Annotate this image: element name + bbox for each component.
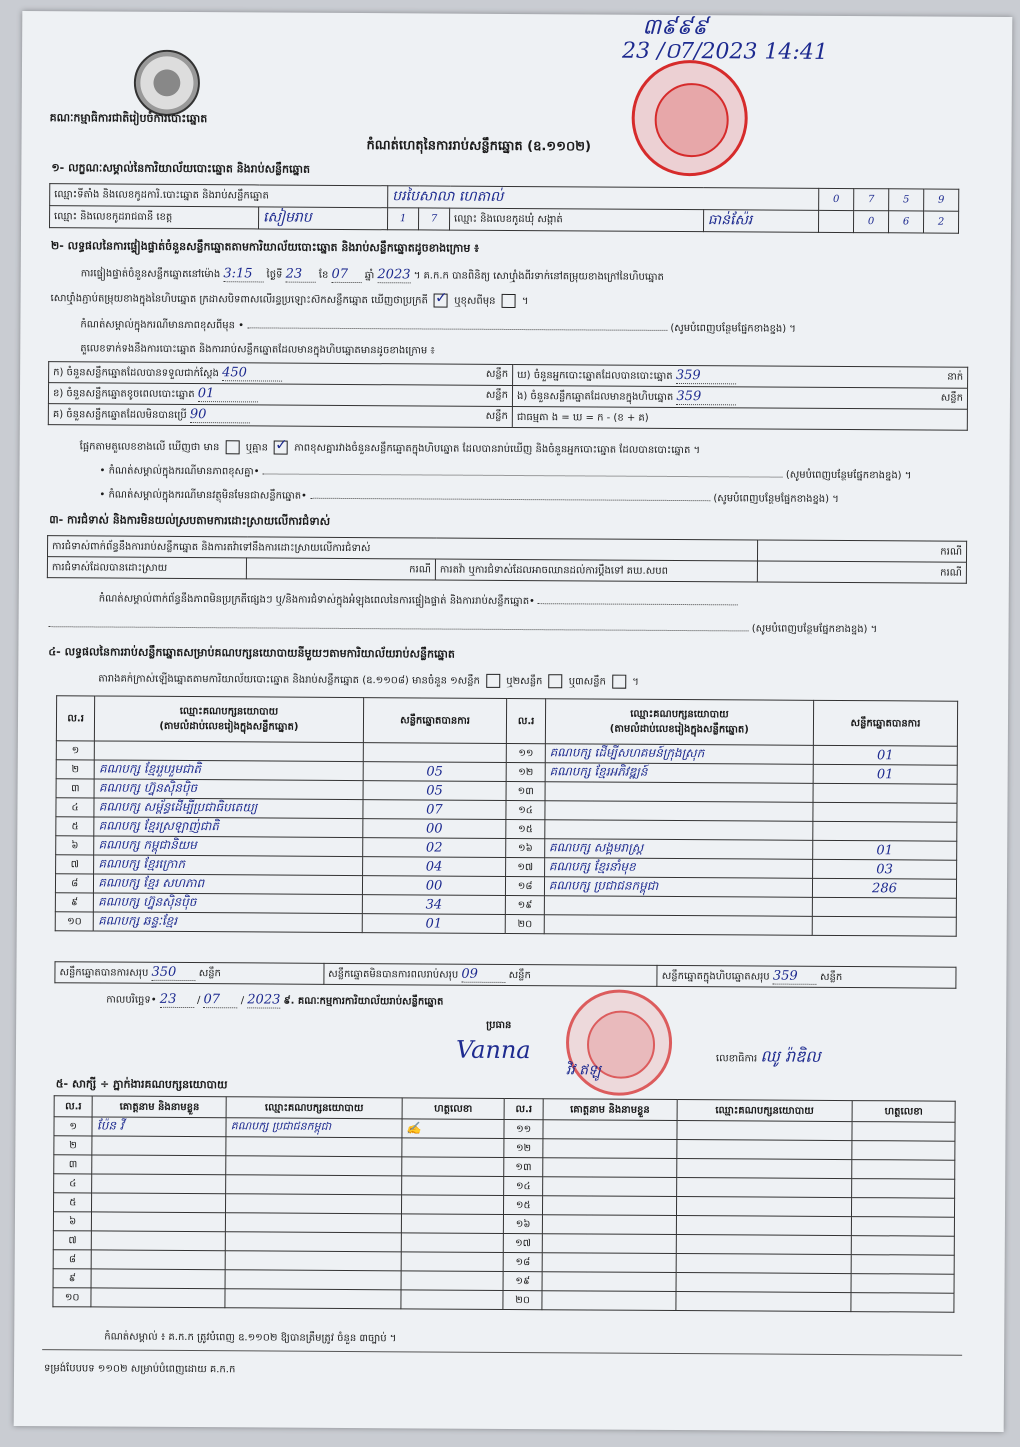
figure-b-unit: សន្លឹក <box>485 389 509 401</box>
section4-title: ៤- លទ្ធផលនៃការរាប់សន្លឹកឆ្នោតសម្រាប់គណបក្សនយោបាយនីមួយៗតាមការិយាល័យរាប់សន្លឹកឆ្នោត <box>48 645 455 661</box>
difference-note-fill: (សូមបំពេញបន្ថែមផ្នែកខាងខ្នង) ។ <box>670 322 796 335</box>
result-party: គណបក្ស សង្គមរាស្ត្រ <box>544 839 812 860</box>
results-table <box>55 695 958 937</box>
witness-signature <box>852 1122 955 1142</box>
verification-tail: ។ គ.ក.ក បានពិនិត្យ សោឬ៉ាំងពីរទាក់នៅតម្រុយខាងក្រៅនៃហិបឆ្នោត <box>413 270 664 283</box>
check-post: ភាពខុសគ្នារវាងចំនួនសន្លឹកឆ្នោតក្នុងហិបឆ្នោត ដែលបានរាប់ឃើញ និងចំនួនអ្នកបោះឆ្នោត ដែលបានបោះឆ្នោត ។ <box>294 442 701 457</box>
witness-name <box>543 1158 677 1178</box>
witness-no: ១៩ <box>503 1271 542 1290</box>
witness-party <box>676 1254 852 1274</box>
bullet1-dots <box>263 473 783 477</box>
witness-party <box>676 1159 852 1179</box>
witness-party <box>676 1235 852 1255</box>
result-party: គណបក្ស ប្រជាជនកម្ពុជា <box>544 877 812 898</box>
witness-party <box>226 1213 402 1233</box>
witness-table <box>52 1095 955 1313</box>
witness-col-party-left: ឈ្មោះគណបក្សនយោបាយ <box>226 1097 402 1119</box>
receipt-number: ៣៩៩៩ <box>642 14 708 41</box>
figure-e-unit: សន្លឹក <box>940 392 964 404</box>
witness-no: ១៥ <box>504 1195 543 1214</box>
month-label: ខែ <box>318 269 329 281</box>
figure-e-value: 359 <box>676 389 736 405</box>
figure-d <box>513 364 968 388</box>
witness-signature <box>852 1217 955 1237</box>
witness-no: ១៨ <box>504 1252 543 1271</box>
witness-name <box>542 1215 676 1235</box>
witness-name <box>542 1253 676 1273</box>
seal-line: សោឬ៉ាំងភ្ជាប់តម្រុយខាងក្នុងនៃហិបឆ្នោត ក្រដាសបិទពាសលើរន្ធប្រឡោះស៊កសន្លឹកឆ្នោត ឃើញថាប្រក្រតី ✓ ឬខុសពីមុន ។ <box>51 291 529 309</box>
result-party: គណបក្ស ខ្មែរក្រោក <box>94 855 362 876</box>
form-note: ទម្រង់បែបបទ ១១០២ សម្រាប់បំពេញដោយ គ.ក.ក <box>44 1363 236 1376</box>
commune-value-text: ធាន់ស៉ែរ <box>707 212 753 229</box>
result-votes: 05 <box>363 781 507 801</box>
result-no: ៨ <box>55 874 93 893</box>
result-no: ១៦ <box>506 838 544 857</box>
footer-divider <box>42 1349 962 1356</box>
result-party: គណបក្ស ហ្វ៊ុនស៊ិនប៉ិច <box>94 893 362 914</box>
totals-table <box>54 961 956 989</box>
commune-value <box>703 210 818 233</box>
emblem-icon <box>134 50 200 116</box>
attachment-line: តារាងគក់ក្រាស់ឡើងឆ្នោតតាមការិយាល័យបោះឆ្នោត និងរាប់សន្លឹកឆ្នោត (ឧ.១១០៨) មានចំនួន ១សន្លឹក ឬ២សន្លឹក ឬ៣សន្លឹក ។ <box>98 673 639 688</box>
result-votes <box>813 821 957 841</box>
objection-note-dots <box>538 603 738 605</box>
form-title: កំណត់ហេតុនៃការរាប់សន្លឹកឆ្នោត (ឧ.១១០២) <box>366 138 592 155</box>
result-votes: 01 <box>362 914 506 934</box>
objection-row2-cases: ករណី <box>246 558 435 580</box>
result-votes <box>363 743 507 763</box>
witness-no: ៤ <box>54 1174 93 1193</box>
commune-code-2: 6 <box>888 211 923 233</box>
result-party: គណបក្ស សម្ព័ន្ធដើម្បីប្រជាធិបតេយ្យ <box>94 798 362 819</box>
witness-no: ៥ <box>53 1193 92 1212</box>
verification-line <box>81 265 961 286</box>
objection-table <box>47 535 967 584</box>
result-votes: 02 <box>362 838 506 858</box>
witness-no: ១០ <box>53 1288 92 1307</box>
result-no: ៥ <box>56 817 94 836</box>
section1-title: ១- លក្ខណៈសម្គាល់នៃការិយាល័យបោះឆ្នោត និងរាប់សន្លឹកឆ្នោត <box>51 161 311 176</box>
figure-e-label: ង) ចំនួនសន្លឹកឆ្នោតដែលមានក្នុងហិបឆ្នោត <box>516 391 674 403</box>
difference-note-dots <box>247 327 667 331</box>
result-no: ៣ <box>56 779 94 798</box>
result-party: គណបក្ស ខ្មែរ សហភាព <box>94 874 362 895</box>
witness-name <box>542 1291 676 1311</box>
result-votes <box>813 802 957 822</box>
witness-signature <box>852 1141 955 1161</box>
result-no: ១៩ <box>506 895 544 914</box>
form-sheet <box>14 11 1013 1432</box>
result-party: គណបក្ស ខ្មែររួបរួមជាតិ <box>94 760 362 781</box>
witness-no: ១៣ <box>504 1157 543 1176</box>
objection-note-label: កំណត់សម្គាល់ពាក់ព័ន្ធនឹងភាពមិនប្រក្រតីផ្សេងៗ ឬ/និងការជំទាស់ក្នុងអំឡុងពេលនៃការផ្ទៀងផ្ទាត់ និងការរាប់សន្លឹកឆ្នោត• <box>98 593 536 608</box>
section2-title: ២- លទ្ធផលនៃការផ្ទៀងផ្ទាត់ចំនួនសន្លឹកឆ្នោតតាមការិយាល័យបោះឆ្នោត និងរាប់សន្លឹកឆ្នោតដូចខាងក្រោម ៖ <box>50 239 480 255</box>
figure-c <box>48 404 512 428</box>
province-value <box>259 207 388 230</box>
date-label: កាលបរិច្ឆេទ• <box>106 994 157 1006</box>
figure-c-value: 90 <box>190 407 250 423</box>
witness-col-name-left: គោត្តនាម និងនាមខ្លួន <box>92 1096 226 1118</box>
date-day: 23 <box>160 992 194 1008</box>
witness-party <box>225 1289 401 1309</box>
witness-party <box>226 1232 402 1252</box>
difference-check-line <box>80 439 960 459</box>
witness-no: ២ <box>54 1136 93 1155</box>
result-no: ២០ <box>506 914 544 933</box>
chair-signature: Vanna <box>455 1035 531 1065</box>
result-no: ២ <box>56 760 94 779</box>
check-pre: ផ្អែកតាមតួលេខខាងលើ ឃើញថា មាន <box>79 441 220 454</box>
witness-name <box>542 1234 676 1254</box>
witness-party <box>676 1197 852 1217</box>
witness-no: ១៦ <box>504 1214 543 1233</box>
normal-checkbox[interactable] <box>434 294 448 308</box>
chair-name: វិវ ឥឡូ <box>565 1062 601 1079</box>
witness-signature <box>401 1271 504 1291</box>
result-party <box>544 915 812 936</box>
witness-party <box>676 1292 852 1312</box>
total-box <box>657 965 956 988</box>
witness-no: ៧ <box>53 1231 92 1250</box>
witness-name <box>543 1120 677 1140</box>
check-mid: ឬគ្មាន <box>245 442 268 454</box>
witness-col-party-right: ឈ្មោះគណបក្សនយោបាយ <box>677 1100 853 1122</box>
date-line: កាលបរិច្ឆេទ• 23 / 07 / 2023 ៩. គណៈកម្មការការិយាល័យរាប់សន្លឹកឆ្នោត <box>106 991 444 1008</box>
results-col-party-right-title: ឈ្មោះគណបក្សនយោបាយ <box>630 708 729 721</box>
witness-name <box>92 1212 226 1232</box>
result-no: ៦ <box>56 836 94 855</box>
total-invalid <box>324 963 658 986</box>
total-box-unit: សន្លឹក <box>820 971 843 984</box>
figure-b-value: 01 <box>198 386 258 402</box>
month-value: 07 <box>331 267 361 283</box>
figure-b <box>48 383 512 407</box>
objection-row1-cases: ករណី <box>757 540 966 562</box>
witness-party: គណបក្ស ប្រជាជនកម្ពុជា <box>226 1118 402 1138</box>
witness-party <box>225 1251 401 1271</box>
witness-name <box>92 1155 226 1175</box>
has-difference-checkbox[interactable] <box>225 440 239 454</box>
results-col-party-left-title: ឈ្មោះគណបក្សនយោបាយ <box>179 705 279 718</box>
result-votes: 01 <box>813 745 957 765</box>
result-no: ១ <box>56 741 94 760</box>
witness-signature: ✍ <box>402 1119 505 1139</box>
result-votes <box>812 897 956 917</box>
witness-party <box>677 1121 853 1141</box>
witness-party <box>676 1178 852 1198</box>
objection-note-dots2 <box>49 626 749 631</box>
witness-col-no-right: ល.រ <box>505 1098 544 1119</box>
commune-code-3: 2 <box>923 211 958 233</box>
result-no: ១០ <box>55 912 93 931</box>
result-party: គណបក្ស ខ្មែរនាំមុខ <box>544 858 812 879</box>
secretary-name: ឈូ រ៉ាឌិល <box>760 1046 821 1066</box>
witness-col-sign-right: ហត្ថលេខា <box>852 1101 955 1123</box>
results-col-votes-left: សន្លឹកឆ្នោតបានការ <box>363 698 507 744</box>
result-votes: 04 <box>362 857 506 877</box>
total-invalid-label: សន្លឹកឆ្នោតមិនបានការពលរាប់សរុប <box>328 968 459 981</box>
result-no: ១២ <box>507 762 545 781</box>
result-no: ១៤ <box>506 800 544 819</box>
result-votes: 34 <box>362 895 506 915</box>
result-votes: 00 <box>362 876 506 896</box>
witness-signature <box>401 1290 504 1310</box>
witness-name <box>542 1272 676 1292</box>
result-party <box>545 801 813 822</box>
two-sheet-checkbox[interactable] <box>549 674 563 688</box>
official-stamp <box>631 60 748 177</box>
station-code-2: 7 <box>854 189 889 211</box>
witness-signature <box>852 1160 955 1180</box>
result-votes: 07 <box>362 800 506 820</box>
witness-no: ១៧ <box>504 1233 543 1252</box>
witness-no: ១៤ <box>504 1176 543 1195</box>
result-no: ១៧ <box>506 857 544 876</box>
year-value: 2023 <box>377 267 411 283</box>
witness-col-name-right: គោត្តនាម និងនាមខ្លួន <box>543 1099 677 1121</box>
result-no: ៧ <box>56 855 94 874</box>
total-invalid-unit: សន្លឹក <box>508 969 531 982</box>
witness-no: ៦ <box>53 1212 92 1231</box>
result-party: គណបក្ស ហ្វ៊ុនស៊ិនប៉ិច <box>94 779 362 800</box>
total-valid <box>55 962 324 985</box>
witness-no: ៨ <box>53 1250 92 1269</box>
attachment-text: តារាងគក់ក្រាស់ឡើងឆ្នោតតាមការិយាល័យបោះឆ្នោត និងរាប់សន្លឹកឆ្នោត (ឧ.១១០៨) មានចំនួន ១សន្លឹក <box>98 673 480 687</box>
witness-signature <box>401 1252 504 1272</box>
total-box-value: 359 <box>773 969 817 985</box>
figure-d-value: 359 <box>676 368 736 384</box>
figure-c-label: គ) ចំនួនសន្លឹកឆ្នោតដែលមិនបានប្រើ <box>52 409 187 422</box>
witness-party <box>677 1140 853 1160</box>
section3-title: ៣- ការជំទាស់ និងការមិនយល់ស្របតាមការដោះស្រាយលើការជំទាស់ <box>49 513 331 528</box>
bullet2-line <box>99 487 959 507</box>
result-no: ៩ <box>55 893 93 912</box>
witness-no: ១២ <box>504 1138 543 1157</box>
two-sheet-label: ឬ២សន្លឹក <box>506 675 543 688</box>
witness-signature <box>852 1179 955 1199</box>
result-votes <box>812 916 956 936</box>
result-party: គណបក្ស ខ្មែរអភិវឌ្ឍន៍ <box>545 763 813 784</box>
witness-name <box>543 1139 677 1159</box>
bullet1-line <box>99 463 959 483</box>
section5-title: ៥- សាក្សី ÷ ភ្នាក់ងារគណបក្សនយោបាយ <box>55 1077 228 1092</box>
witness-signature <box>852 1198 955 1218</box>
changed-checkbox[interactable] <box>502 294 516 308</box>
figure-b-label: ខ) ចំនួនសន្លឹកឆ្នោតខូចពេលបោះឆ្នោត <box>52 388 195 401</box>
witness-no: ១១ <box>504 1119 543 1138</box>
day-label: ថ្ងៃទី <box>266 269 283 281</box>
station-value-text: បរបៃសាលា ហេតាល់ <box>392 188 504 205</box>
witness-no: ១ <box>54 1117 93 1136</box>
results-col-party-left-sub: (តាមលំដាប់លេខរៀងក្នុងសន្លឹកឆ្នោត) <box>159 720 299 733</box>
witness-signature <box>851 1236 954 1256</box>
witness-signature <box>401 1214 504 1234</box>
footnote: កំណត់សម្គាល់ ៖ គ.ក.ក ត្រូវបំពេញ ឧ.១១០២ ឱ្យបានត្រឹមត្រូវ ចំនួន ៣ច្បាប់ ។ <box>104 1331 397 1345</box>
one-sheet-checkbox[interactable] <box>486 674 500 688</box>
total-box-label: សន្លឹកឆ្នោតក្នុងហិបឆ្នោតសរុប <box>661 970 770 983</box>
total-valid-value: 350 <box>151 965 195 981</box>
witness-signature <box>401 1176 504 1196</box>
result-no: ១៨ <box>506 876 544 895</box>
figures-intro: តួលេខទាក់ទងនឹងការបោះឆ្នោត និងការរាប់សន្លឹកឆ្នោតដែលមានក្នុងហិបឆ្នោតមានដូចខាងក្រោម ៖ <box>80 343 435 357</box>
bullet1-label: • កំណត់សម្គាល់ក្នុងករណីមានភាពខុសគ្នា• <box>99 465 260 478</box>
signer-committee: ៩. គណៈកម្មការការិយាល័យរាប់សន្លឹកឆ្នោត <box>283 995 444 1008</box>
station-label: ឈ្មោះទីតាំង និងលេខកូដការិ.បោះឆ្នោត និងរាប់សន្លឹកឆ្នោត <box>50 184 388 208</box>
witness-name <box>542 1177 676 1197</box>
station-code-3: 5 <box>889 189 924 211</box>
figure-c-unit: សន្លឹក <box>485 410 508 422</box>
receipt-time: 23 /០7/2023 14:41 <box>622 38 828 65</box>
changed-label: ឬខុសពីមុន <box>454 295 496 307</box>
witness-party <box>226 1194 402 1214</box>
witness-name <box>92 1231 226 1251</box>
time-label: ការផ្ទៀងផ្ទាត់ចំនួនសន្លឹកឆ្នោតនៅម៉ោង <box>80 268 221 281</box>
witness-signature <box>851 1293 954 1313</box>
figure-formula: ជាធម្មតា ង = ឃ = ក - (ខ + គ) <box>512 406 967 430</box>
witness-name: ប៉ែន វី <box>92 1117 226 1137</box>
result-votes: 286 <box>812 878 956 898</box>
province-value-text: សៀមរាប <box>263 209 312 226</box>
no-difference-checkbox[interactable] <box>274 441 288 455</box>
three-sheet-checkbox[interactable] <box>612 675 626 689</box>
total-invalid-value: 09 <box>461 967 505 983</box>
witness-no: ៣ <box>54 1155 93 1174</box>
total-valid-unit: សន្លឹក <box>198 968 221 980</box>
results-col-no-right: ល.រ <box>507 698 546 743</box>
results-col-party-right <box>545 699 813 746</box>
result-votes: 05 <box>363 762 507 782</box>
seal-text: សោឬ៉ាំងភ្ជាប់តម្រុយខាងក្នុងនៃហិបឆ្នោត ក្រដាសបិទពាសលើរន្ធប្រឡោះស៊កសន្លឹកឆ្នោត ឃើញថាប្រក្រតី <box>50 293 428 307</box>
witness-party <box>676 1216 852 1236</box>
result-party <box>545 820 813 841</box>
result-no: ១៥ <box>506 819 544 838</box>
witness-name <box>91 1288 225 1308</box>
commune-code-blank <box>818 210 853 232</box>
objection-row2-label: ការជំទាស់ដែលបានដោះស្រាយ <box>47 557 246 579</box>
results-col-party-right-sub: (តាមលំដាប់លេខរៀងក្នុងសន្លឹកឆ្នោត) <box>609 723 749 736</box>
witness-party <box>225 1270 401 1290</box>
bullet1-fill: (សូមបំពេញបន្ថែមផ្នែកខាងខ្នង) ។ <box>785 469 912 482</box>
station-code-4: 9 <box>924 189 959 211</box>
figure-a-value: 450 <box>222 365 282 381</box>
figure-d-label: ឃ) ចំនួនអ្នកបោះឆ្នោតដែលបានបោះឆ្នោត <box>517 370 673 382</box>
station-value <box>388 186 819 211</box>
result-party <box>95 741 363 762</box>
station-table <box>49 183 959 234</box>
year-label: ឆ្នាំ <box>364 270 375 282</box>
figures-table <box>48 361 968 431</box>
witness-party <box>226 1156 402 1176</box>
witness-name <box>542 1196 676 1216</box>
witness-no: ៩ <box>53 1269 92 1288</box>
committee-name: គណៈកម្មាធិការជាតិរៀបចំការបោះឆ្នោត <box>49 111 208 126</box>
result-party: គណបក្ស ឆន្ទៈខ្មែរ <box>94 912 362 933</box>
witness-name <box>92 1136 226 1156</box>
figure-a <box>49 362 513 386</box>
day-value: 23 <box>286 267 316 283</box>
commune-code-1: 0 <box>853 211 888 233</box>
date-month: 07 <box>204 992 238 1008</box>
objection-row3-label: ការតវ៉ា ឬការជំទាស់ដែលអាចឈានដល់ការប្តឹងទៅ គឃ.សបព <box>435 559 757 582</box>
witness-no: ២០ <box>503 1290 542 1309</box>
witness-name <box>92 1193 226 1213</box>
witness-name <box>92 1174 226 1194</box>
witness-signature <box>851 1274 954 1294</box>
objection-note <box>99 591 959 611</box>
figure-d-unit: នាក់ <box>947 371 964 383</box>
objection-note-fill: (សូមបំពេញបន្ថែមផ្នែកខាងខ្នង) ។ <box>751 623 878 636</box>
witness-signature <box>401 1157 504 1177</box>
figure-a-label: ក) ចំនួនសន្លឹកឆ្នោតដែលបានទទួលជាក់ស្តែង <box>53 367 219 380</box>
witness-signature <box>851 1255 954 1275</box>
province-label: ឈ្មោះ និងលេខកូដរាជធានី ខេត្ត <box>50 206 259 229</box>
results-col-party-left <box>95 696 363 743</box>
secretary-line <box>716 1045 821 1070</box>
bullet2-dots <box>310 498 710 501</box>
witness-signature <box>401 1233 504 1253</box>
witness-name <box>91 1269 225 1289</box>
commune-label: ឈ្មោះ និងលេខកូដឃុំ សង្កាត់ <box>450 208 704 232</box>
results-col-votes-right: សន្លឹកឆ្នោតបានការ <box>813 700 957 746</box>
difference-note-label: កំណត់សម្គាល់ក្នុងករណីមានភាពខុសពីមុន • <box>80 319 245 332</box>
witness-col-no-left: ល.រ <box>54 1096 93 1117</box>
witness-col-sign-left: ហត្ថលេខា <box>402 1098 505 1120</box>
secretary-title: លេខាធិការ <box>715 1053 758 1065</box>
witness-party <box>226 1137 402 1157</box>
result-votes: 01 <box>813 840 957 860</box>
results-col-no-left: ល.រ <box>56 696 95 741</box>
result-party: គណបក្ស កម្ពុជានិយម <box>94 836 362 857</box>
witness-party <box>676 1273 852 1293</box>
figure-a-unit: សន្លឹក <box>485 368 509 380</box>
total-valid-label: សន្លឹកឆ្នោតបានការសរុប <box>59 967 149 979</box>
objection-note-line2 <box>49 617 959 638</box>
witness-signature <box>402 1138 505 1158</box>
bullet2-fill: (សូមបំពេញបន្ថែមផ្នែកខាងខ្នង) ។ <box>713 493 839 505</box>
bullet2-label: • កំណត់សម្គាល់ក្នុងករណីមានវត្ថុមិនមែនជាសន្លឹកឆ្នោត• <box>99 489 308 502</box>
date-year: 2023 <box>247 992 281 1008</box>
time-value: 3:15 <box>223 266 263 282</box>
witness-name <box>92 1250 226 1270</box>
chair-title: ប្រធាន <box>486 1019 512 1031</box>
result-votes: 03 <box>813 859 957 879</box>
witness-signature <box>401 1195 504 1215</box>
result-no: ៤ <box>56 798 94 817</box>
province-code-1: 1 <box>388 208 419 230</box>
result-votes: 01 <box>813 764 957 784</box>
result-votes <box>813 783 957 803</box>
witness-party <box>226 1175 402 1195</box>
province-code-2: 7 <box>419 208 450 230</box>
figure-e <box>512 385 967 409</box>
result-party: គណបក្ស ដើម្បីសហគមន៍ក្រុងស្រុក <box>545 744 813 765</box>
three-sheet-label: ឬ៣សន្លឹក <box>568 676 606 688</box>
result-party <box>544 896 812 917</box>
objection-row3-cases: ករណី <box>757 561 966 583</box>
result-no: ១៣ <box>506 781 544 800</box>
result-votes: 00 <box>362 819 506 839</box>
objection-row1-label: ការជំទាស់ពាក់ព័ន្ធនឹងការរាប់សន្លឹកឆ្នោត និងការតវ៉ាទៅនឹងការដោះស្រាយលើការជំទាស់ <box>47 536 757 561</box>
result-party <box>545 782 813 803</box>
station-code-1: 0 <box>819 188 854 210</box>
difference-note-line <box>80 317 960 337</box>
result-no: ១១ <box>507 743 545 762</box>
result-party: គណបក្ស ខ្មែរស្រឡាញ់ជាតិ <box>94 817 362 838</box>
